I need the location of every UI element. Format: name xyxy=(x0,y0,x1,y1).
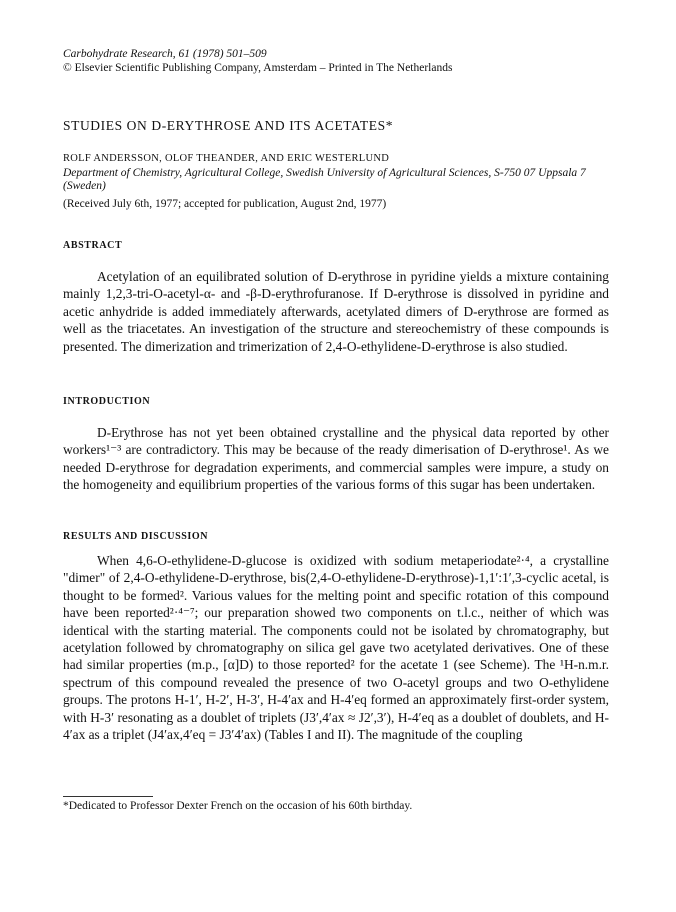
introduction-text: D-Erythrose has not yet been obtained crystalline and the physical data reported by other workers¹⁻³ are contradictory. This may be because of the ready dimerisation of D-erythrose¹. As we needed D-erythrose for degradation experiments, and commercial samples were impure, a study on the homogeneity and equilibrium properties of the various forms of this sugar has been undertaken. xyxy=(63,425,609,493)
journal-header xyxy=(63,47,452,75)
results-heading: RESULTS AND DISCUSSION xyxy=(63,531,209,542)
introduction-heading: INTRODUCTION xyxy=(63,396,151,407)
introduction-paragraph xyxy=(63,424,609,494)
article-title: STUDIES ON D-ERYTHROSE AND ITS ACETATES* xyxy=(63,118,394,133)
results-text: When 4,6-O-ethylidene-D-glucose is oxidized with sodium metaperiodate²·⁴, a crystalline "dimer" of 2,4-O-ethylidene-D-erythrose, bis(2,4-O-ethylidene-D-erythrose)-1,1′:1′,3-cyclic acetal, is thought to be formed². Various values for the melting point and specific rotation of this compound have been reported²·⁴⁻⁷; our preparation showed two components on t.l.c., neither of which was identical with the starting material. The components could not be isolated by chromatography, but acetylation followed by chromatography on silica gel gave two acetylated derivatives. One of these had similar properties (m.p., [α]D) to those reported² for the acetate 1 (see Scheme). The ¹H-n.m.r. spectrum of this compound revealed the presence of two O-acetyl groups and two O-ethylidene groups. The protons H-1′, H-2′, H-3′, H-4′ax and H-4′eq formed an approximately first-order system, with H-3′ resonating as a doublet of triplets (J3′,4′ax ≈ J2′,3′), H-4′eq as a doublet of doublets, and H-4′ax as a triplet (J4′ax,4′eq = J3′4′ax) (Tables I and II). The magnitude of the coupling xyxy=(63,553,609,743)
results-paragraph xyxy=(63,552,609,743)
journal-citation: Carbohydrate Research, 61 (1978) 501–509 xyxy=(63,48,267,60)
abstract-paragraph xyxy=(63,268,609,355)
footnote: *Dedicated to Professor Dexter French on the occasion of his 60th birthday. xyxy=(63,800,413,812)
received-dates: (Received July 6th, 1977; accepted for publication, August 2nd, 1977) xyxy=(63,198,387,210)
abstract-text: Acetylation of an equilibrated solution of D-erythrose in pyridine yields a mixture containing mainly 1,2,3-tri-O-acetyl-α- and -β-D-erythrofuranose. If D-erythrose is dissolved in pyridine and acetic anhydride is added immediately afterwards, acetylated dimers of D-erythrose are formed as well as the triacetates. An investigation of the structure and stereochemistry of these compounds is presented. The dimerization and trimerization of 2,4-O-ethylidene-D-erythrose is also studied. xyxy=(63,269,609,354)
footnote-divider xyxy=(63,796,153,797)
article-authors: ROLF ANDERSSON, OLOF THEANDER, AND ERIC WESTERLUND xyxy=(63,153,390,164)
article-affiliation: Department of Chemistry, Agricultural College, Swedish University of Agricultural Sciences, S-750 07 Uppsala 7 (Sweden) xyxy=(63,167,586,192)
publisher-line: © Elsevier Scientific Publishing Company, Amsterdam – Printed in The Netherlands xyxy=(63,62,453,74)
abstract-heading: ABSTRACT xyxy=(63,240,123,251)
